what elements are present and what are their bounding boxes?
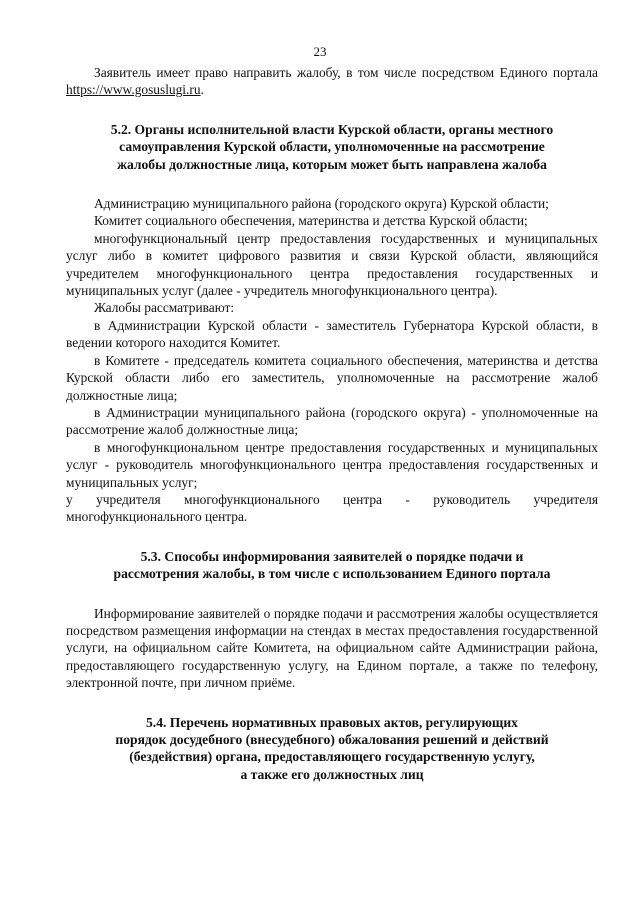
paragraph-in-mfc: в многофункциональном центре предоставления государственных и муниципальных услуг - руководитель многофункционального центра предоставления государственных и муниципальных услуг; [66, 439, 598, 490]
section-5-3-heading-line-1: 5.3. Способы информирования заявителей о порядке подачи и [140, 548, 524, 564]
document-body [66, 64, 598, 783]
section-5-3-heading-line-2: рассмотрения жалобы, в том числе с использованием Единого портала [113, 566, 551, 582]
section-5-2-heading [66, 121, 598, 173]
paragraph-regional-administration: в Администрации Курской области - заместитель Губернатора Курской области, в ведении которого находится Комитет. [66, 317, 598, 351]
paragraph-in-committee: в Комитете - председатель комитета социального обеспечения, материнства и детства Курской области либо его заместитель, уполномоченные на рассмотрение жалоб должностные лица; [66, 352, 598, 403]
paragraph-administration: Администрацию муниципального района (городского округа) Курской области; [94, 196, 549, 212]
section-5-3-heading [66, 548, 598, 583]
paragraph-committee: Комитет социального обеспечения, материнства и детства Курской области; [94, 213, 528, 229]
section-5-2-heading-line-1: 5.2. Органы исполнительной власти Курской области, органы местного [110, 121, 554, 137]
section-5-4-heading [66, 714, 598, 784]
gosuslugi-link[interactable]: https://www.gosuslugi.ru [66, 82, 201, 98]
section-5-4-heading-line-2: порядок досудебного (внесудебного) обжалования решений и действий [115, 732, 549, 747]
section-5-2-heading-line-3: жалобы должностные лица, которым может быть направлена жалоба [117, 156, 547, 172]
section-5-4-heading-line-3: (бездействия) органа, предоставляющего государственную услугу, [129, 749, 535, 765]
intro-text: Заявитель имеет право направить жалобу, в том числе посредством Единого портала [94, 65, 598, 80]
intro-end: . [200, 82, 204, 98]
page-number: 23 [313, 44, 327, 59]
intro-paragraph [66, 64, 598, 99]
paragraph-complaints-considered: Жалобы рассматривают: [94, 300, 235, 316]
paragraph-municipal-administration: в Администрации муниципального района (городского округа) - уполномоченные на рассмотрение жалоб должностные лица; [66, 404, 598, 438]
section-5-2-heading-line-2: самоуправления Курской области, уполномоченные на рассмотрение [119, 139, 545, 155]
section-5-4-heading-line-4: а также его должностных лиц [240, 766, 424, 782]
paragraph-informing: Информирование заявителей о порядке подачи и рассмотрения жалобы осуществляется посредством размещения информации на стендах в местах предоставления государственной услуги, на официальном сайте Комитета, на официальном сайте Администрации района, предоставляющего государственную услугу, на Едином портале, а также по телефону, электронной почте, при личном приёме. [66, 605, 598, 691]
paragraph-mfc-founder: у учредителя многофункционального центра - руководитель учредителя многофункционального центра. [66, 491, 598, 525]
paragraph-mfc: многофункциональный центр предоставления государственных и муниципальных услуг либо в комитет цифрового развития и связи Курской области, являющийся учредителем многофункционального центра предоставления государственных и муниципальных услуг (далее - учредитель многофункционального центра). [66, 230, 598, 299]
section-5-4-heading-line-1: 5.4. Перечень нормативных правовых актов, регулирующих [146, 714, 518, 730]
